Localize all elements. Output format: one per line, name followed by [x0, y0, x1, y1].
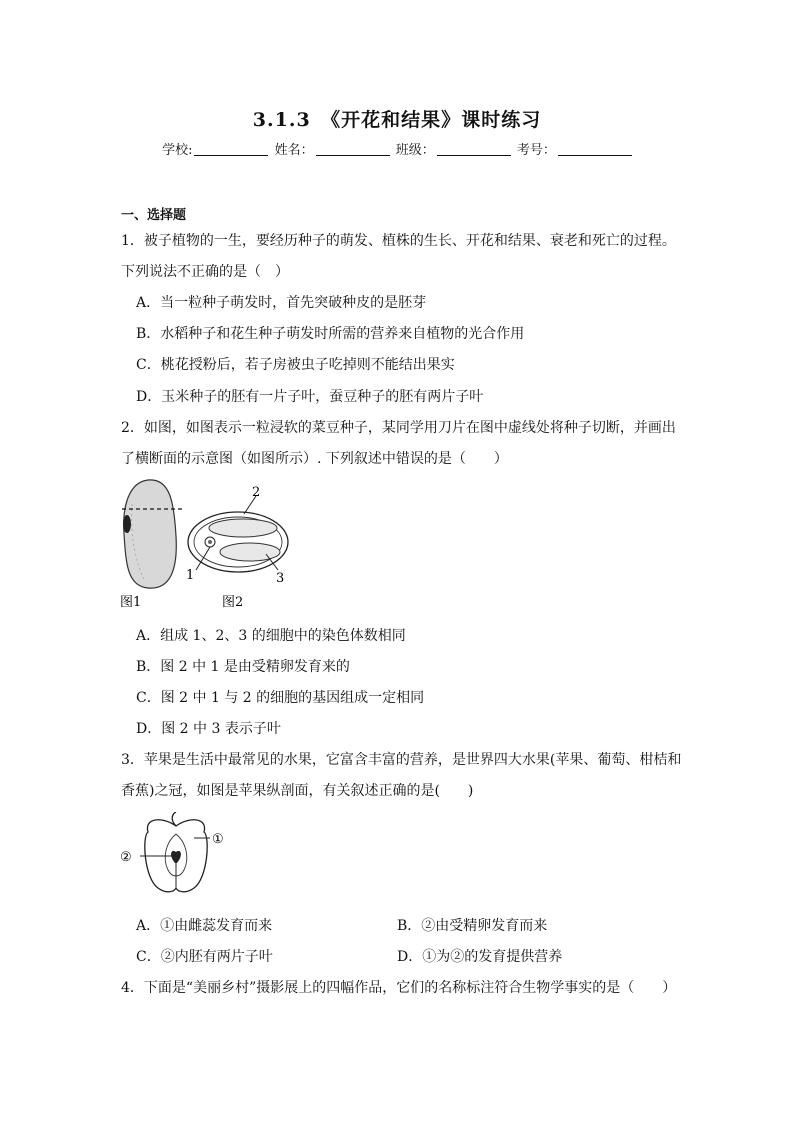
- q3-option-b[interactable]: B．②由受精卵发育而来: [397, 918, 548, 934]
- apple-mark-1: ①: [212, 832, 224, 847]
- q1-stem-line2: 下列说法不正确的是（ ）: [121, 264, 289, 280]
- section-heading: 一、选择题: [121, 208, 187, 223]
- number-blank[interactable]: [558, 143, 632, 156]
- fig1-label: 图1: [120, 595, 142, 610]
- student-info-line: [0, 139, 794, 158]
- bean-seed-figure: [118, 474, 308, 614]
- mark-3: 3: [276, 571, 285, 586]
- class-label: 班级：: [395, 143, 435, 158]
- school-blank[interactable]: [194, 143, 268, 156]
- school-field: [162, 139, 268, 158]
- q2-stem-line2: 了横断面的示意图（如图所示）. 下列叙述中错误的是（ ）: [121, 451, 508, 467]
- apple-section-figure: [118, 812, 238, 898]
- name-field: [275, 139, 390, 158]
- number-label: 考号：: [516, 143, 556, 158]
- class-field: [396, 139, 511, 158]
- bean-seed-shape: [124, 480, 177, 588]
- school-label: 学校:: [162, 143, 193, 158]
- q1-stem-line1: 1．被子植物的一生，要经历种子的萌发、植株的生长、开花和结果、衰老和死亡的过程。: [121, 233, 676, 249]
- q1-option-d[interactable]: D．玉米种子的胚有一片子叶，蚕豆种子的胚有两片子叶: [136, 389, 484, 405]
- mark-2: 2: [252, 485, 261, 500]
- hilum-mark: [123, 515, 131, 533]
- q1-option-c[interactable]: C．桃花授粉后，若子房被虫子吃掉则不能结出果实: [136, 357, 455, 373]
- q3-option-d[interactable]: D．①为②的发育提供营养: [397, 949, 563, 965]
- q2-option-c[interactable]: C．图 2 中 1 与 2 的细胞的基因组成一定相同: [136, 690, 425, 706]
- q2-stem-line1: 2．如图，如图表示一粒浸软的菜豆种子，某同学用刀片在图中虚线处将种子切断，并画出: [121, 420, 676, 436]
- q1-option-a[interactable]: A．当一粒种子萌发时，首先突破种皮的是胚芽: [136, 295, 427, 311]
- cotyledon-lower: [220, 543, 280, 561]
- apple-mark-2: ②: [120, 850, 132, 865]
- q3-option-a[interactable]: A．①由雌蕊发育而来: [136, 918, 273, 934]
- number-field: [517, 139, 632, 158]
- page-title: 3.1.3 《开花和结果》课时练习: [252, 109, 542, 131]
- q3-stem-line2: 香蕉)之冠，如图是苹果纵剖面，有关叙述正确的是( ): [121, 783, 474, 799]
- cotyledon-upper: [209, 519, 277, 537]
- name-label: 姓名：: [274, 143, 314, 158]
- fig2-label: 图2: [222, 595, 244, 610]
- q4-stem-line1: 4．下面是“美丽乡村”摄影展上的四幅作品，它们的名称标注符合生物学事实的是（ ）: [121, 980, 677, 996]
- class-blank[interactable]: [437, 143, 511, 156]
- q3-stem-line1: 3．苹果是生活中最常见的水果，它富含丰富的营养，是世界四大水果(苹果、葡萄、柑桔和: [121, 752, 682, 768]
- q1-option-b[interactable]: B．水稻种子和花生种子萌发时所需的营养来自植物的光合作用: [136, 326, 525, 342]
- name-blank[interactable]: [316, 143, 390, 156]
- q2-option-b[interactable]: B．图 2 中 1 是由受精卵发育来的: [136, 659, 350, 675]
- mark-1: 1: [186, 568, 195, 583]
- q2-option-a[interactable]: A．组成 1、2、3 的细胞中的染色体数相同: [136, 628, 406, 644]
- q2-option-d[interactable]: D．图 2 中 3 表示子叶: [136, 721, 281, 737]
- q3-option-c[interactable]: C．②内胚有两片子叶: [136, 949, 273, 965]
